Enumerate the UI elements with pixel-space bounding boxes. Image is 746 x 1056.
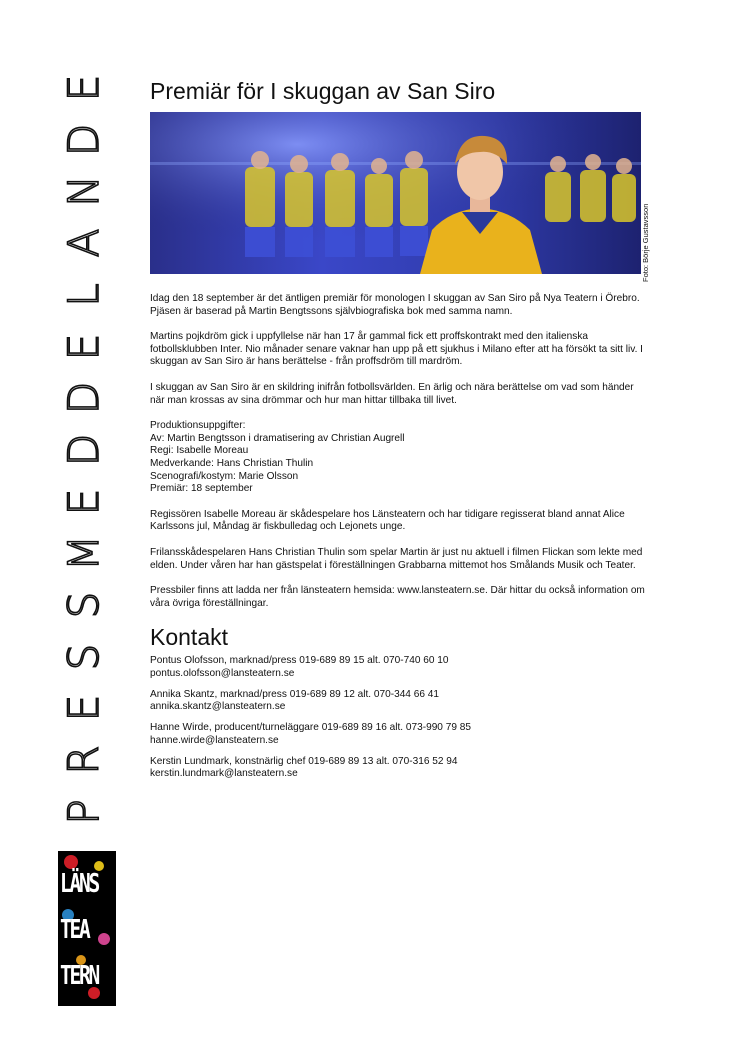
side-letter: M (59, 535, 108, 572)
paragraph: Regissören Isabelle Moreau är skådespelare hos Länsteatern och har tidigare regisserat bland annat Alice Karlssons jul, Måndag är fiskbulledag och Lejonets unge. (150, 508, 625, 533)
side-letter: E (59, 74, 108, 102)
side-letter: D (59, 382, 108, 415)
contact-entry (150, 655, 650, 680)
contact-line: Pontus Olofsson, marknad/press 019-689 89 15 alt. 070-740 60 10 (150, 655, 449, 667)
contact-entry (150, 756, 650, 781)
side-letter: E (59, 488, 108, 515)
contact-heading: Kontakt (150, 624, 228, 651)
paragraph: Frilansskådespelaren Hans Christian Thulin som spelar Martin är just nu aktuell i filmen Flickan som lekte med elden. Under våren har han gästspelat i föreställningen Grabbarna mittemot hos Smålands Musik och Teater. (150, 546, 643, 571)
production-details (150, 420, 650, 496)
photo-credit: Foto: Börje Gustavsson (641, 203, 650, 282)
paragraph: I skuggan av San Siro är en skildring inifrån fotbollsvärlden. En ärlig och nära berättelse om vad som händer när man krossas av sina drömmar och hur man hittar tillbaka till livet. (150, 381, 634, 406)
contact-entry (150, 722, 650, 747)
paragraph: Idag den 18 september är det äntligen premiär för monologen I skuggan av San Siro på Nya Teatern i Örebro. Pjäsen är baserad på Martin Bengtssons självbiografiska bok med samma namn. (150, 293, 640, 317)
paragraph: Martins pojkdröm gick i uppfyllelse när han 17 år gammal fick ett proffskontrakt med den italienska fotbollsklubben Inter. Nio månader senare vaknar han upp på ett sjukhus i Milano efter att ha försökt ta sitt liv. I skuggan av San Siro är hans berättelse - från proffsdröm till mardröm. (150, 331, 643, 368)
side-letter: S (59, 591, 108, 619)
side-letter: P (59, 799, 108, 825)
contact-line: Hanne Wirde, producent/turneläggare 019-689 89 16 alt. 073-990 79 85 (150, 722, 471, 734)
contact-email[interactable]: hanne.wirde@lansteatern.se (150, 734, 279, 746)
lansteatern-logo (58, 851, 116, 1006)
production-line: Scenografi/kostym: Marie Olsson (150, 470, 299, 482)
side-letter: R (59, 745, 108, 775)
production-line: Av: Martin Bengtsson i dramatisering av Christian Augrell (150, 432, 405, 444)
side-letter: E (59, 333, 108, 360)
side-letter: L (59, 283, 108, 307)
side-letter: D (59, 433, 108, 467)
production-line: Medverkande: Hans Christian Thulin (150, 457, 314, 469)
page-title: Premiär för I skuggan av San Siro (150, 78, 496, 104)
contact-email[interactable]: pontus.olofsson@lansteatern.se (150, 667, 295, 679)
side-title-pressmeddelande (58, 70, 110, 830)
contact-email[interactable]: annika.skantz@lansteatern.se (150, 701, 286, 713)
production-line: Premiär: 18 september (150, 483, 253, 495)
logo-word: TERN (60, 961, 98, 991)
side-letter: N (59, 175, 108, 208)
logo-word: LÄNS (60, 869, 98, 899)
contact-line: Annika Skantz, marknad/press 019-689 89 12 alt. 070-344 66 41 (150, 688, 439, 700)
hero-photo (150, 112, 641, 274)
production-heading: Produktionsuppgifter: (150, 420, 246, 432)
side-letter: S (59, 643, 108, 671)
contact-entry (150, 689, 650, 714)
production-line: Regi: Isabelle Moreau (150, 445, 249, 457)
side-letter: D (59, 123, 108, 156)
logo-word: TEA (60, 915, 89, 945)
press-release-body (150, 293, 650, 610)
contact-email[interactable]: kerstin.lundmark@lansteatern.se (150, 768, 298, 780)
logo-splash (64, 855, 78, 869)
paragraph: Pressbiler finns att ladda ner från länsteatern hemsida: www.lansteatern.se. Där hittar du också information om våra övriga föreställningar. (150, 585, 645, 609)
side-letter: A (59, 228, 108, 258)
football-team-photo (150, 112, 641, 274)
side-letter: E (59, 695, 108, 722)
main-column (150, 74, 650, 790)
contact-line: Kerstin Lundmark, konstnärlig chef 019-689 89 13 alt. 070-316 52 94 (150, 756, 458, 768)
